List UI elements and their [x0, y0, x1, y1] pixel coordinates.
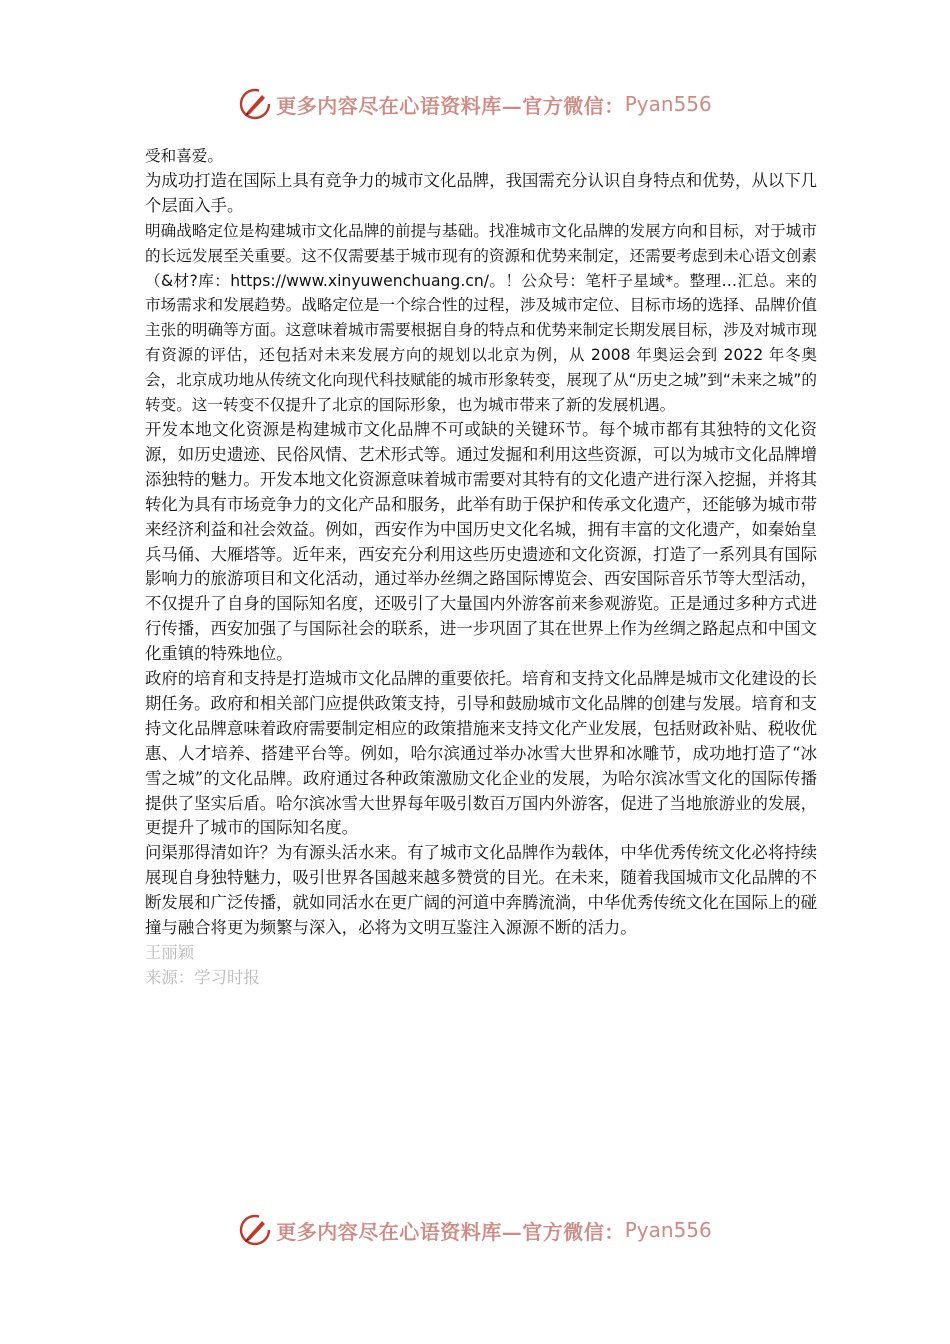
paragraph-government-support: 政府的培育和支持是打造城市文化品牌的重要依托。培育和支持文化品牌是城市文化建设的长期任务。政府和相关部门应提供政策支持，引导和鼓励城市文化品牌的创建与发展。培育和支持文化品牌意味着政府需要制定相应的政策措施来支持文化产业发展，包括财政补贴、税收优惠、人才培养、搭建平台等。例如，哈尔滨通过举办冰雪大世界和冰雕节，成功地打造了“冰雪之城”的文化品牌。政府通过各种政策激励文化企业的发展，为哈尔滨冰雪文化的国际传播提供了坚实后盾。哈尔滨冰雪大世界每年吸引数百万国内外游客，促进了当地旅游业的发展，更提升了城市的国际知名度。 — [145, 669, 818, 838]
watermark-wechat-id: Pyan556 — [624, 1218, 712, 1242]
watermark-text: 更多内容尽在心语资料库—官方微信： — [276, 1219, 625, 1244]
paragraph-continuation: 受和喜爱。 — [145, 147, 223, 165]
watermark-footer — [0, 1210, 950, 1250]
paragraph-strategic-positioning: 明确战略定位是构建城市文化品牌的前提与基础。找准城市文化品牌的发展方向和目标，对于城市的长远发展至关重要。这不仅需要基于城市现有的资源和优势来制定，还需要考虑到未心语文创素（&材?库：https://www.xinyuwenchuang.cn/。！公众号：笔杆子星域*。整理…汇总。来的市场需求和发展趋势。战略定位是一个综合性的过程，涉及城市定位、目标市场的选择、品牌价值主张的明确等方面。这意味着城市需要根据自身的特点和优势来制定长期发展目标，涉及对城市现有资源的评估，还包括对未来发展方向的规划以北京为例，从 2008 年奥运会到 2022 年冬奥会，北京成功地从传统文化向现代科技赋能的城市形象转变，展现了从“历史之城”到“未来之城”的转变。这一转变不仅提升了北京的国际形象，也为城市带来了新的发展机遇。 — [145, 221, 817, 415]
paragraph-conclusion: 问渠那得清如许？为有源头活水来。有了城市文化品牌作为载体，中华优秀传统文化必将持续展现自身独特魅力，吸引世界各国越来越多赞赏的目光。在未来，随着我国城市文化品牌的不断发展和广泛传播，就如同活水在更广阔的河道中奔腾流淌，中华优秀传统文化在国际上的碰撞与融合将更为频繁与深入，必将为文明互鉴注入源源不断的活力。 — [145, 843, 818, 938]
pen-swirl-logo-icon — [238, 1213, 272, 1247]
paragraph-local-resources: 开发本地文化资源是构建城市文化品牌不可或缺的关键环节。每个城市都有其独特的文化资源，如历史遗迹、民俗风情、艺术形式等。通过发掘和利用这些资源，可以为城市文化品牌增添独特的魅力。开发本地文化资源意味着城市需要对其特有的文化遗产进行深入挖掘，并将其转化为具有市场竞争力的文化产品和服务，此举有助于保护和传承文化遗产，还能够为城市带来经济利益和社会效益。例如，西安作为中国历史文化名城，拥有丰富的文化遗产，如秦始皇兵马俑、大雁塔等。近年来，西安充分利用这些历史遗迹和文化资源，打造了一系列具有国际影响力的旅游项目和文化活动，通过举办丝绸之路国际博览会、西安国际音乐节等大型活动，不仅提升了自身的国际知名度，还吸引了大量国内外游客前来参观游览。正是通过多种方式进行传播，西安加强了与国际社会的联系，进一步巩固了其在世界上作为丝绸之路起点和中国文化重镇的特殊地位。 — [145, 419, 818, 664]
watermark-wechat-id: Pyan556 — [624, 92, 712, 116]
watermark-header — [0, 84, 950, 124]
document-body — [145, 144, 817, 991]
pen-swirl-logo-icon — [238, 87, 272, 121]
paragraph-intro: 为成功打造在国际上具有竞争力的城市文化品牌，我国需充分认识自身特点和优势，从以下几个层面入手。 — [145, 170, 818, 215]
author-name: 王丽颖 — [145, 943, 195, 962]
watermark-text: 更多内容尽在心语资料库—官方微信： — [276, 93, 625, 118]
source-line: 来源：学习时报 — [145, 967, 260, 987]
